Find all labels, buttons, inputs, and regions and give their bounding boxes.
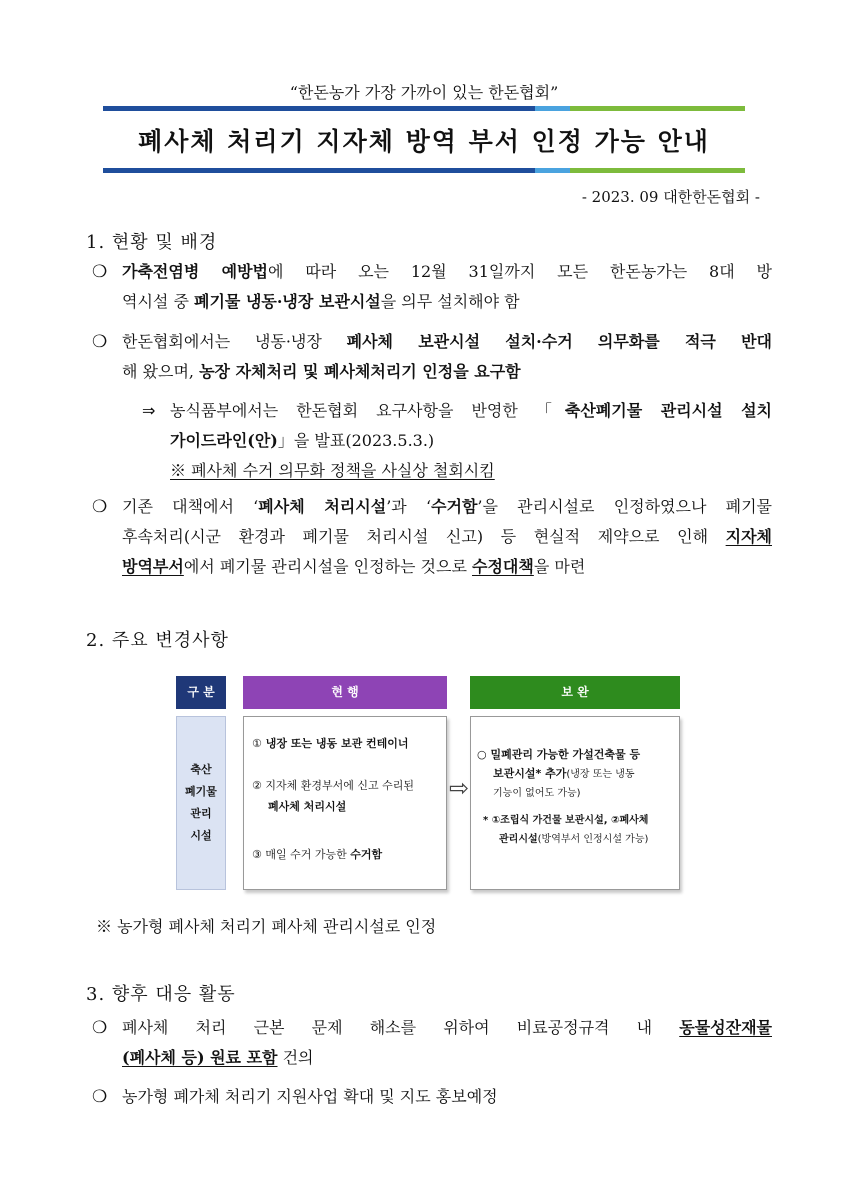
top-rule-green xyxy=(570,106,745,111)
section2-heading: 2. 주요 변경사항 xyxy=(86,630,229,651)
revised-header: 보 완 xyxy=(470,676,680,709)
current-box: ① 냉장 또는 냉동 보관 컨테이너 ② 지자체 환경부서에 신고 수리된 폐사체 처리시설 ③ 매일 수거 가능한 수거함 xyxy=(243,716,447,890)
bottom-rule-green xyxy=(570,168,745,173)
policy-withdrawal-note: ※ 폐사체 수거 의무화 정책을 사실상 철회시킴 xyxy=(170,461,495,480)
section3-bullet1: ❍ 폐사체 처리 근본 문제 해소를 위하여 비료공정규격 내 동물성잔재물 (폐사체 등) 원료 포함 건의 xyxy=(92,1013,772,1073)
dateline: - 2023. 09 대한한돈협회 - xyxy=(581,188,760,206)
section3-bullet2: ❍ 농가형 폐가체 처리기 지원사업 확대 및 지도 홍보예정 xyxy=(92,1082,772,1112)
revised-box: ○ 밀폐관리 가능한 가설건축물 등 보관시설* 추가(냉장 또는 냉동 기능이 없어도 가능) * ①조립식 가건물 보관시설, ②폐사체 관리시설(방역부서 인정시설 가능) xyxy=(470,716,680,890)
section1-subnote: ⇒ 농식품부에서는 한돈협회 요구사항을 반영한 「축산폐기물 관리시설 설치 가이드라인(안)」을 발표(2023.5.3.) ※ 폐사체 수거 의무화 정책을 사실상 철회시킴 xyxy=(142,396,772,486)
category-header: 구 분 xyxy=(176,676,226,709)
page-title: 폐사체 처리기 지자체 방역 부서 인정 가능 안내 xyxy=(138,127,710,156)
section3-heading: 3. 향후 대응 활동 xyxy=(86,984,236,1005)
top-rule-blue xyxy=(103,106,535,111)
section1-heading: 1. 현황 및 배경 xyxy=(86,232,218,253)
bullet-icon: ❍ xyxy=(92,1018,108,1038)
arrow-right-icon: ⇨ xyxy=(448,774,470,802)
arrow-icon: ⇒ xyxy=(142,401,156,420)
bottom-rule-blue xyxy=(103,168,535,173)
bullet-icon: ❍ xyxy=(92,497,108,517)
top-rule-lightblue xyxy=(535,106,570,111)
bottom-rule-lightblue xyxy=(535,168,570,173)
category-cell: 축산 폐기물 관리 시설 xyxy=(176,716,226,890)
bullet-icon: ❍ xyxy=(92,262,108,282)
bullet-icon: ❍ xyxy=(92,332,108,352)
section1-bullet3: ❍ 기존 대책에서 ‘폐사체 처리시설’과 ‘수거함’을 관리시설로 인정하였으나 폐기물 후속처리(시군 환경과 폐기물 처리시설 신고) 등 현실적 제약으로 인해 지자체 방역부서에서 폐기물 관리시설을 인정하는 것으로 수정대책을 마련 xyxy=(92,492,772,582)
slogan: “한돈농가 가장 가까이 있는 한돈협회” xyxy=(289,83,559,102)
bullet-icon: ❍ xyxy=(92,1087,108,1107)
section2-note: ※ 농가형 폐사체 처리기 폐사체 관리시설로 인정 xyxy=(96,917,437,936)
section1-bullet2: ❍ 한돈협회에서는 냉동·냉장 폐사체 보관시설 설치·수거 의무화를 적극 반대 해 왔으며, 농장 자체처리 및 폐사체처리기 인정을 요구함 xyxy=(92,327,772,387)
current-header: 현 행 xyxy=(243,676,447,709)
changes-diagram xyxy=(176,676,686,896)
section1-bullet1: ❍ 가축전염병 예방법에 따라 오는 12월 31일까지 모든 한돈농가는 8대 방 역시설 중 폐기물 냉동·냉장 보관시설을 의무 설치해야 함 xyxy=(92,257,772,317)
